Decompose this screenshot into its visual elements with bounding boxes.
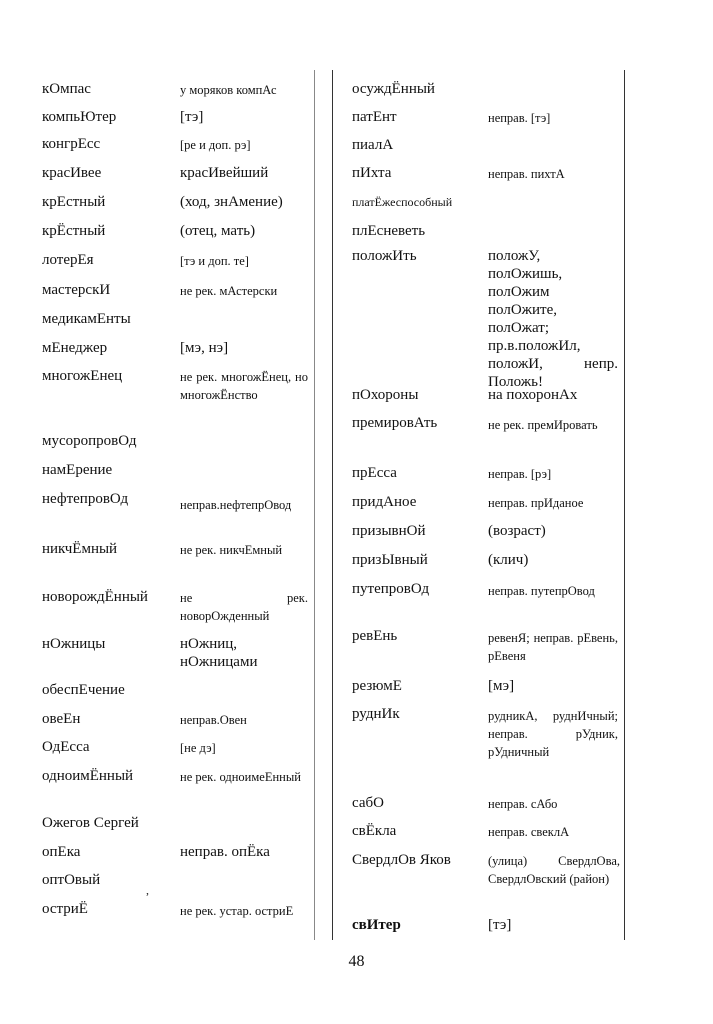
right-note-11: (возраст) [488, 523, 546, 539]
right-word-20: свИтер [352, 917, 401, 933]
left-word-11: мусоропровОд [42, 433, 137, 449]
left-word-16: нОжницы [42, 636, 106, 652]
right-note-14: ревенЯ; неправ. рЕвень, рЕвеня [488, 631, 618, 663]
left-word-7: мастерскИ [42, 282, 111, 298]
left-note-16: нОжниц, нОжницами [180, 636, 258, 670]
right-note-6: положУ, полОжишь, полОжим полОжите, полОжат; пр.в.положИл, положИ, непр. Положь! [488, 248, 618, 390]
left-note-24: не рек. устар. остриЕ [180, 904, 294, 918]
right-note-15: [мэ] [488, 678, 515, 694]
right-note-1: неправ. [тэ] [488, 111, 551, 125]
right-word-10: придАное [352, 494, 417, 510]
column-divider-right [624, 70, 625, 940]
left-word-22: опЕка [42, 844, 81, 860]
left-word-24: остриЁ [42, 901, 88, 917]
right-word-12: призЫвный [352, 552, 428, 568]
right-note-18: неправ. свеклА [488, 825, 570, 839]
left-word-1: компьЮтер [42, 109, 117, 125]
left-note-1: [тэ] [180, 109, 204, 125]
right-word-17: сабО [352, 795, 384, 811]
right-note-20: [тэ] [488, 917, 512, 933]
left-word-17: обеспЕчение [42, 682, 125, 698]
right-word-6: положИть [352, 248, 417, 264]
left-note-20: не рек. одноимеЕнный [180, 770, 301, 784]
right-word-0: осуждЁнный [352, 81, 435, 97]
left-note-22: неправ. опЁка [180, 844, 270, 860]
left-note-0: у моряков компАс [180, 83, 277, 97]
right-word-7: пОхороны [352, 387, 419, 403]
left-word-14: никчЁмный [42, 541, 118, 557]
column-divider-left [314, 70, 315, 940]
right-word-3: пИхта [352, 165, 392, 181]
right-word-5: плЕсневеть [352, 223, 426, 239]
right-note-16: рудникА, руднИчный; неправ. рУдник, рУдничный [488, 709, 618, 759]
left-note-6: [тэ и доп. те] [180, 254, 249, 268]
right-word-19: СвердлОв Яков [352, 852, 451, 868]
left-note-7: не рек. мАстерски [180, 284, 278, 298]
right-word-18: свЁкла [352, 823, 397, 839]
right-word-1: патЕнт [352, 109, 397, 125]
left-note-19: [не дэ] [180, 741, 216, 755]
left-note-14: не рек. никчЕмный [180, 543, 283, 557]
left-word-12: намЕрение [42, 462, 113, 478]
right-word-8: премировАть [352, 415, 438, 431]
right-note-8: не рек. премИровать [488, 418, 598, 432]
left-word-20: одноимЁнный [42, 768, 134, 784]
left-note-13: неправ.нефтепрОвод [180, 498, 292, 512]
left-word-13: нефтепровОд [42, 491, 129, 507]
page-number: 48 [348, 953, 365, 970]
left-word-5: крЁстный [42, 223, 106, 239]
left-word-10: многожЕнец [42, 368, 123, 384]
right-note-12: (клич) [488, 552, 529, 568]
left-note-9: [мэ, нэ] [180, 340, 229, 356]
left-word-18: овеЕн [42, 711, 81, 727]
left-word-19: ОдЕсса [42, 739, 90, 755]
right-note-9: неправ. [рэ] [488, 467, 552, 481]
right-word-9: прЕсса [352, 465, 397, 481]
right-word-2: пиалА [352, 137, 394, 153]
left-word-3: красИвее [42, 165, 102, 181]
right-note-10: неправ. прИданое [488, 496, 584, 510]
left-word-8: медикамЕнты [42, 311, 131, 327]
left-word-4: крЕстный [42, 194, 106, 210]
right-word-14: ревЕнь [352, 628, 398, 644]
left-note-15: не рек. новорОжденный [180, 591, 308, 623]
left-word-0: кОмпас [42, 81, 91, 97]
left-note-5: (отец, мать) [180, 223, 256, 239]
stray-mark: , [146, 883, 149, 897]
right-note-19: (улица) СвердлОва, СвердлОвский (район) [488, 854, 620, 886]
left-word-15: новорождЁнный [42, 589, 148, 605]
right-note-17: неправ. сАбо [488, 797, 558, 811]
right-word-11: призывнОй [352, 523, 426, 539]
column-divider-middle [332, 70, 333, 940]
left-note-4: (ход, знАмение) [180, 194, 283, 210]
left-word-6: лотерЕя [42, 252, 94, 268]
right-word-16: руднИк [352, 706, 400, 722]
right-note-13: неправ. путепрОвод [488, 584, 595, 598]
left-note-10: не рек. многожЁнец, но многожЁнство [180, 370, 308, 402]
right-word-4: платЁжеспособный [352, 195, 453, 209]
right-word-15: резюмЕ [352, 678, 402, 694]
left-note-3: красИвейший [180, 165, 269, 181]
right-word-13: путепровОд [352, 581, 430, 597]
left-word-23: оптОвый [42, 872, 101, 888]
left-word-2: конгрЕсс [42, 136, 101, 152]
left-note-18: неправ.Овен [180, 713, 247, 727]
left-note-2: [ре и доп. рэ] [180, 138, 251, 152]
left-word-9: мЕнеджер [42, 340, 108, 356]
right-note-7: на похоронАх [488, 387, 578, 403]
right-note-3: неправ. пихтА [488, 167, 565, 181]
left-word-21: Ожегов Сергей [42, 815, 139, 831]
